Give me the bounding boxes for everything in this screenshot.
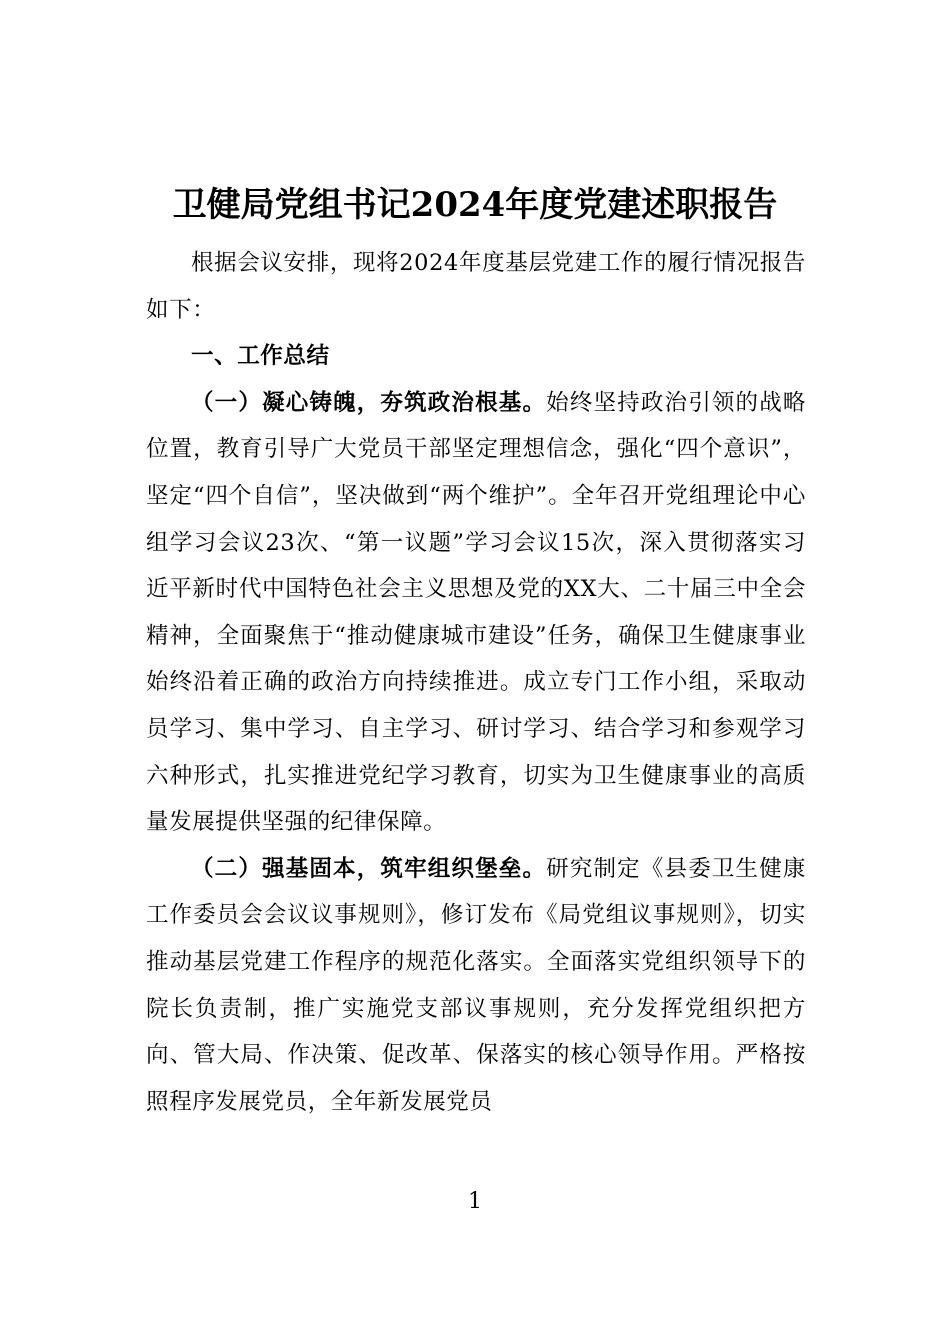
intro-paragraph: 根据会议安排，现将2024年度基层党建工作的履行情况报告如下：: [146, 250, 806, 323]
subsection-lead-2: （二）强基固本，筑牢组织堡垒。: [191, 855, 547, 882]
subsection-text-1: 始终坚持政治引领的战略位置，教育引导广大党员干部坚定理想信念，强化“四个意识”，坚定“四个自信”，坚决做到“两个维护”。全年召开党组理论中心组学习会议23次、“第一议题”学习会议15次，深入贯彻落实习近平新时代中国特色社会主义思想及党的XX大、二十届三中全会精神，全面聚焦于“推动健康城市建设”任务，确保卫生健康事业始终沿着正确的政治方向持续推进。成立专门工作小组，采取动员学习、集中学习、自主学习、研讨学习、结合学习和参观学习六种形式，扎实推进党纪学习教育，切实为卫生健康事业的高质量发展提供坚强的纪律保障。: [146, 389, 806, 836]
document-body: [146, 240, 806, 1125]
page-number: 1: [468, 1189, 482, 1214]
document-title: 卫健局党组书记2024年度党建述职报告: [172, 185, 778, 225]
subsection-paragraph-1: [146, 380, 806, 846]
subsection-paragraph-2: [146, 846, 806, 1126]
section-heading: 一、工作总结: [191, 343, 330, 370]
subsection-text-2: 研究制定《县委卫生健康工作委员会会议议事规则》，修订发布《局党组议事规则》，切实推动基层党建工作程序的规范化落实。全面落实党组织领导下的院长负责制，推广实施党支部议事规则，充分发挥党组织把方向、管大局、作决策、促改革、保落实的核心领导作用。严格按照程序发展党员，全年新发展党员: [146, 855, 806, 1115]
subsection-lead-1: （一）凝心铸魄，夯筑政治根基。: [191, 389, 547, 416]
